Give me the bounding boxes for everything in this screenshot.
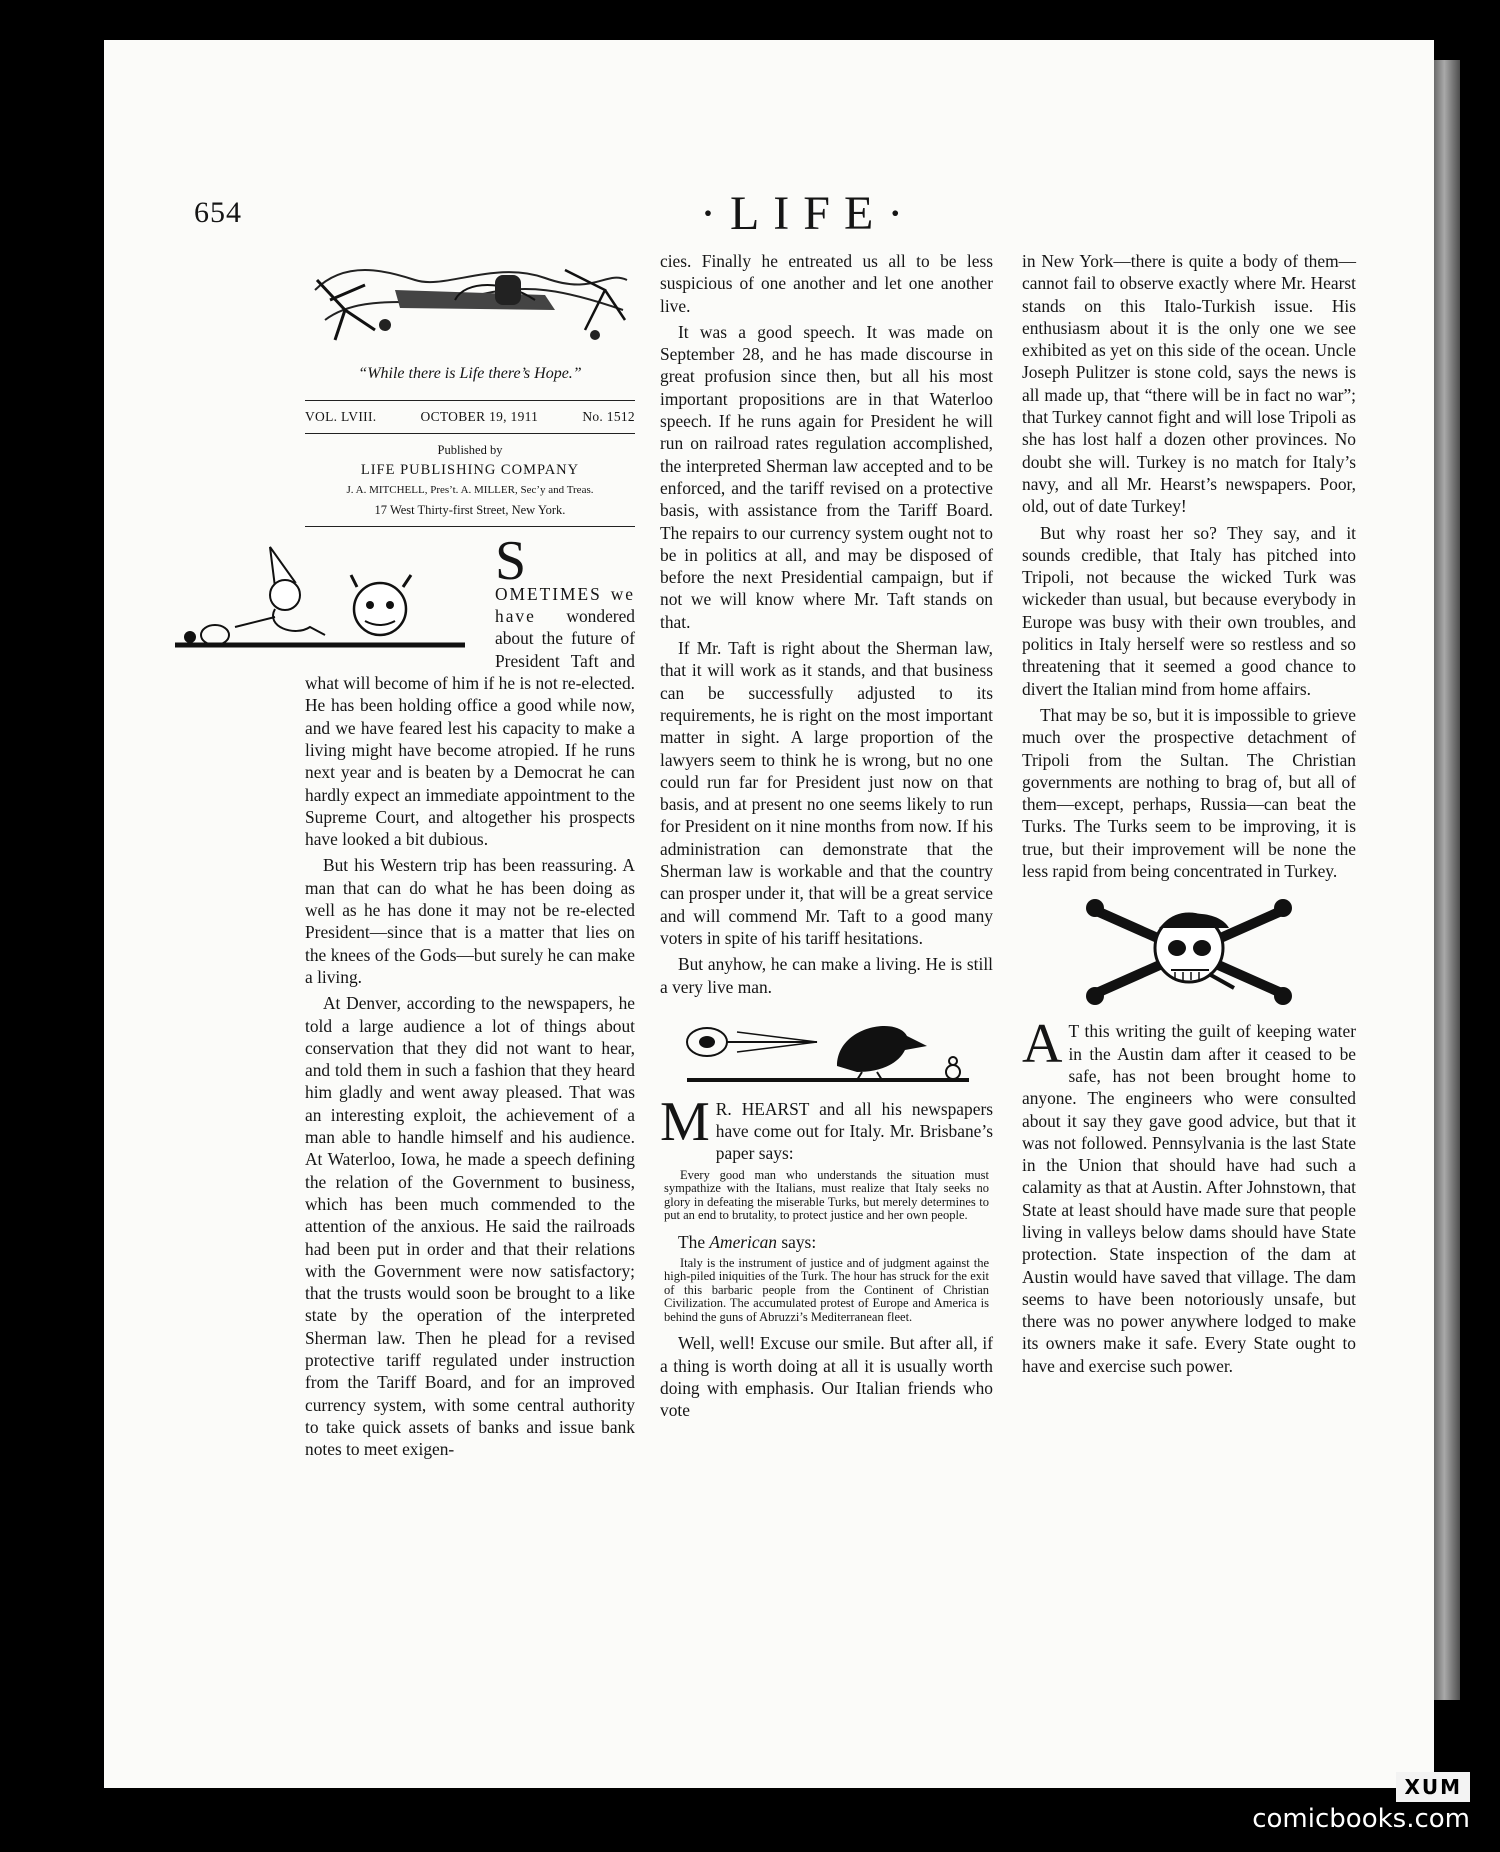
cherubs-and-bulldog-icon [175, 537, 487, 655]
book-spine [1434, 60, 1460, 1700]
paragraph-text: R. HEARST and all his newspapers have come out for Italy. Mr. Brisbane’s paper says: [715, 1098, 993, 1164]
published-by: Published by [437, 442, 503, 457]
paragraph: But his Western trip has been reassuring. A man that can do what he has been doing as well as he has done it may not be re-elected President—since that is a matter that lies on the knees of the Gods—but surely he can make a living. [305, 855, 635, 987]
american-says [660, 1231, 993, 1253]
dam-paragraph [1022, 1013, 1356, 1377]
paragraph: cies. Finally he entreated us all to be less suspicious of one another and let one another live. [660, 251, 993, 316]
rule-bottom [305, 526, 635, 527]
dropcap-a: A [1022, 1013, 1063, 1076]
paragraph: But why roast her so? They say, and it sounds credible, that Italy has pitched into Tripoli, not because the wicked Turk was wickeder than usual, but because everybody in Europe was busy with their own troubles, and politics in Italy herself were so restless and so threatening that it seemed a good chance to divert the Italian mind from home affairs. [1022, 522, 1356, 699]
issue-date: OCTOBER 19, 1911 [420, 408, 539, 424]
dropcap-s: S [495, 529, 527, 592]
paragraph: It was a good speech. It was made on September 28, and he has made discourse in great profusion since then, but all his most important propositions are in that Waterloo speech. If he runs again for President he will run on railroad rates regulation accomplished, the interpreted Sherman law accepted and to be enforced, and the tariff revised on a protective basis, with assistance from the Tariff Board. The repairs to our currency system ought not to be in politics at all, and may be disposed of before the next Presidential campaign, but if not we will know where Mr. Taft stands on that. [660, 321, 993, 632]
paragraph: Well, well! Excuse our smile. But after all, if a thing is worth doing at all it is usually worth doing with emphasis. Our Italian friends who vote [660, 1333, 993, 1421]
paragraph-text: wondered about the future of President Taft and what will become of him if he is not re-elected. He has been holding office a good while now, and we have feared lest his capacity to make a living might have become atropied. If he runs next year and is beaten by a Democrat he can hardly expect an immediate appointment to the Supreme Court, and altogether his prospects have looked a bit dubious. [305, 606, 635, 850]
paragraph: But anyhow, he can make a living. He is still a very live man. [660, 954, 993, 997]
sometimes-paragraph [305, 529, 635, 851]
paragraph: in New York—there is quite a body of them—cannot fail to observe exactly where Mr. Hearst stands on this Italo-Turkish issue. His enthusiasm about it is the only one we see exhibited as yet on this side of the ocean. Uncle Joseph Pulitzer is stone cold, says the news is all made up, that “there will be in fact no war”; that Turkey cannot fight and will lose Tripoli as she has lost half a dozen other provinces. No doubt she will. Turkey is no match for Italy’s navy, and all Mr. Hearst’s newspapers. Poor, old, out of date Turkey! [1022, 251, 1356, 517]
text: says: [777, 1231, 817, 1252]
american-quote: Italy is the instrument of justice and of judgment against the high-piled iniquities of the Turk. The hour has struck for the exit of this barbaric people from the Continent of Christian Civilization. The accumulated protest of Europe and America is behind the guns of Abruzzi’s Mediterranean fleet. [664, 1255, 989, 1324]
publisher-block [305, 440, 635, 520]
address: 17 West Thirty-first Street, New York. [374, 502, 566, 517]
text: The [678, 1231, 710, 1252]
paragraph-text: T this writing the guilt of keeping water in the Austin dam after it ceased to be safe, has not been brought home to anyone. The engineers who were consulted about it say they gave good advice, but that it was not followed. Pennsylvania is the last State in the Union that should have had such a calamity as that at Austin. After Johnstown, that State at least should have made sure that people living in valleys below dams should have State protection. State inspection of the dam at Austin would have saved that village. The dam seems to have been notoriously unsafe, but there was no power anywhere lodged to make its owners make it safe. Every State ought to have and exercise such power. [1022, 1021, 1356, 1376]
watermark-tag: XUM [1396, 1772, 1470, 1802]
crow-and-feather-icon [677, 1006, 977, 1088]
volume-number: VOL. LVIII. [305, 408, 377, 424]
life-masthead-vignette-icon [305, 250, 635, 350]
column-2 [660, 250, 993, 1426]
watermark-site: comicbooks.com [1252, 1804, 1470, 1834]
rule-mid [305, 433, 635, 434]
paragraph: If Mr. Taft is right about the Sherman law, that it will work as it stands, and that business can be successfully adjusted to its requirements, he is right on the most important matter in sight. A large proportion of the lawyers seem to think he is wrong, but no one could run far for President just now on that basis, and at present no one seems likely to run for President on it nine months from now. If his administration can demonstrate that the Sherman law is workable and that the country can prosper under it, that will be a great service and will commend Mr. Taft to a good many voters in spite of his tariff hesitations. [660, 638, 993, 948]
column-1 [305, 250, 635, 1464]
paragraph: At Denver, according to the newspapers, he told a large audience a lot of things about conservation that they did not want to hear, and told them in such a fashion that they heard him gladly and went away pleased. That was an interesting exploit, the achievement of a man able to handle himself and his audience. At Waterloo, Iowa, he made a speech defining the relation of the Government to business, which has been much commended to the attention of the anxious. He said the railroads had been put in order and that their relations with the Government were now satisfactory; that the trusts would soon be brought to a like state by the operation of the interpreted Sherman law. Then he plead for a revised protective tariff regulated under instruction from the Tariff Board, and for an improved currency system, with some central authority to take quick assets of banks and issue bank notes to meet exigen- [305, 993, 635, 1460]
paragraph: That may be so, but it is impossible to grieve much over the prospective detachment of Tripoli from the Sultan. The Christian governments are nothing to brag of, but all of them—except, perhaps, Russia—can beat the Turks. The Turks seem to be improving, it is true, but their improvement will be none the less rapid from being concentrated in Turkey. [1022, 704, 1356, 882]
column-3 [1022, 250, 1356, 1381]
publisher-name: LIFE PUBLISHING COMPANY [360, 461, 580, 478]
skull-and-crossbones-icon [1059, 892, 1319, 1012]
issue-number: No. 1512 [582, 408, 635, 424]
volume-line [305, 401, 635, 433]
officers: J. A. MITCHELL, Pres’t. A. MILLER, Sec’y and Treas. [346, 483, 594, 496]
lead-smallcaps: OMETIMES we have [495, 583, 635, 627]
motto: “While there is Life there’s Hope.” [358, 365, 582, 383]
dropcap-m: M [660, 1090, 710, 1153]
watermark [1252, 1771, 1470, 1834]
brisbane-quote: Every good man who understands the situation must sympathize with the Italians, must realize that Italy seeks no glory in defeating the miserable Turks, but merely determines to put an end to brutality, to protect justice and her own people. [664, 1167, 989, 1223]
masthead-title: ·LIFE· [700, 187, 918, 240]
hearst-paragraph [660, 1090, 993, 1165]
page-number: 654 [194, 196, 242, 229]
newspaper-title: American [709, 1231, 778, 1252]
